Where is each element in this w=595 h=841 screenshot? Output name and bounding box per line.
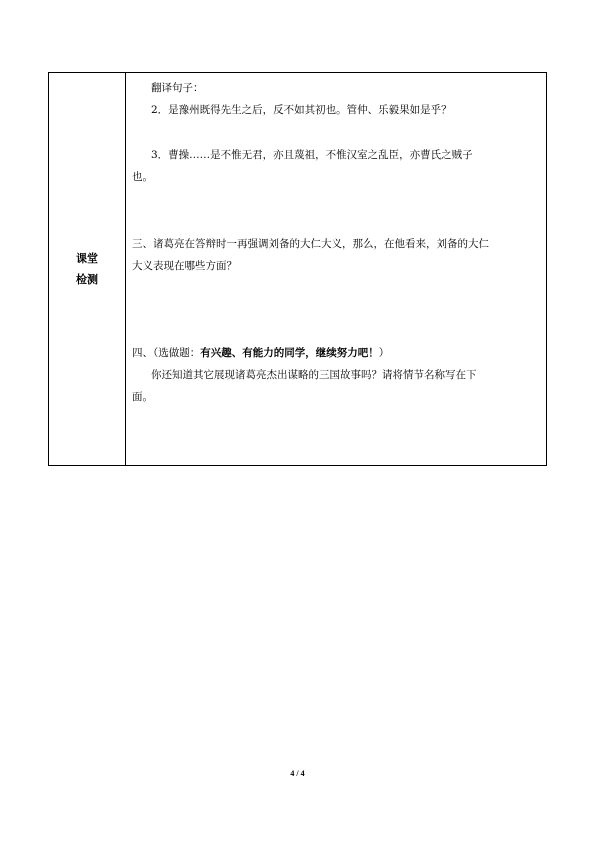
question-four-heading bbox=[132, 346, 389, 360]
question-three-line1: 三、诸葛亮在答辩时一再强调刘备的大仁大义，那么，在他看来，刘备的大仁 bbox=[132, 238, 489, 250]
question-four-suffix: ） bbox=[378, 347, 390, 359]
question-four-body-line1: 你还知道其它展现诸葛亮杰出谋略的三国故事吗？请将情节名称写在下 bbox=[151, 369, 477, 381]
translate-heading: 翻译句子： bbox=[151, 82, 204, 94]
section-label-line2: 检测 bbox=[76, 273, 98, 286]
question-3-line2: 也。 bbox=[132, 171, 153, 183]
section-label-cell bbox=[49, 73, 125, 465]
page-number: 4 / 4 bbox=[290, 769, 305, 778]
question-3-line1: 3．曹操……是不惟无君，亦且蔑祖，不惟汉室之乱臣，亦曹氏之贼子 bbox=[151, 149, 473, 161]
question-four-prefix: 四、（选做题： bbox=[132, 347, 201, 359]
section-label-line1: 课堂 bbox=[76, 252, 98, 265]
question-2: 2．是豫州既得先生之后，反不如其初也。管仲、乐毅果如是乎？ bbox=[151, 104, 452, 116]
worksheet-table bbox=[48, 72, 547, 466]
question-four-emphasis: 有兴趣、有能力的同学，继续努力吧！ bbox=[200, 347, 379, 359]
question-four-body-line2: 面。 bbox=[132, 391, 153, 403]
content-cell bbox=[126, 73, 546, 465]
question-three-line2: 大义表现在哪些方面？ bbox=[132, 260, 237, 272]
